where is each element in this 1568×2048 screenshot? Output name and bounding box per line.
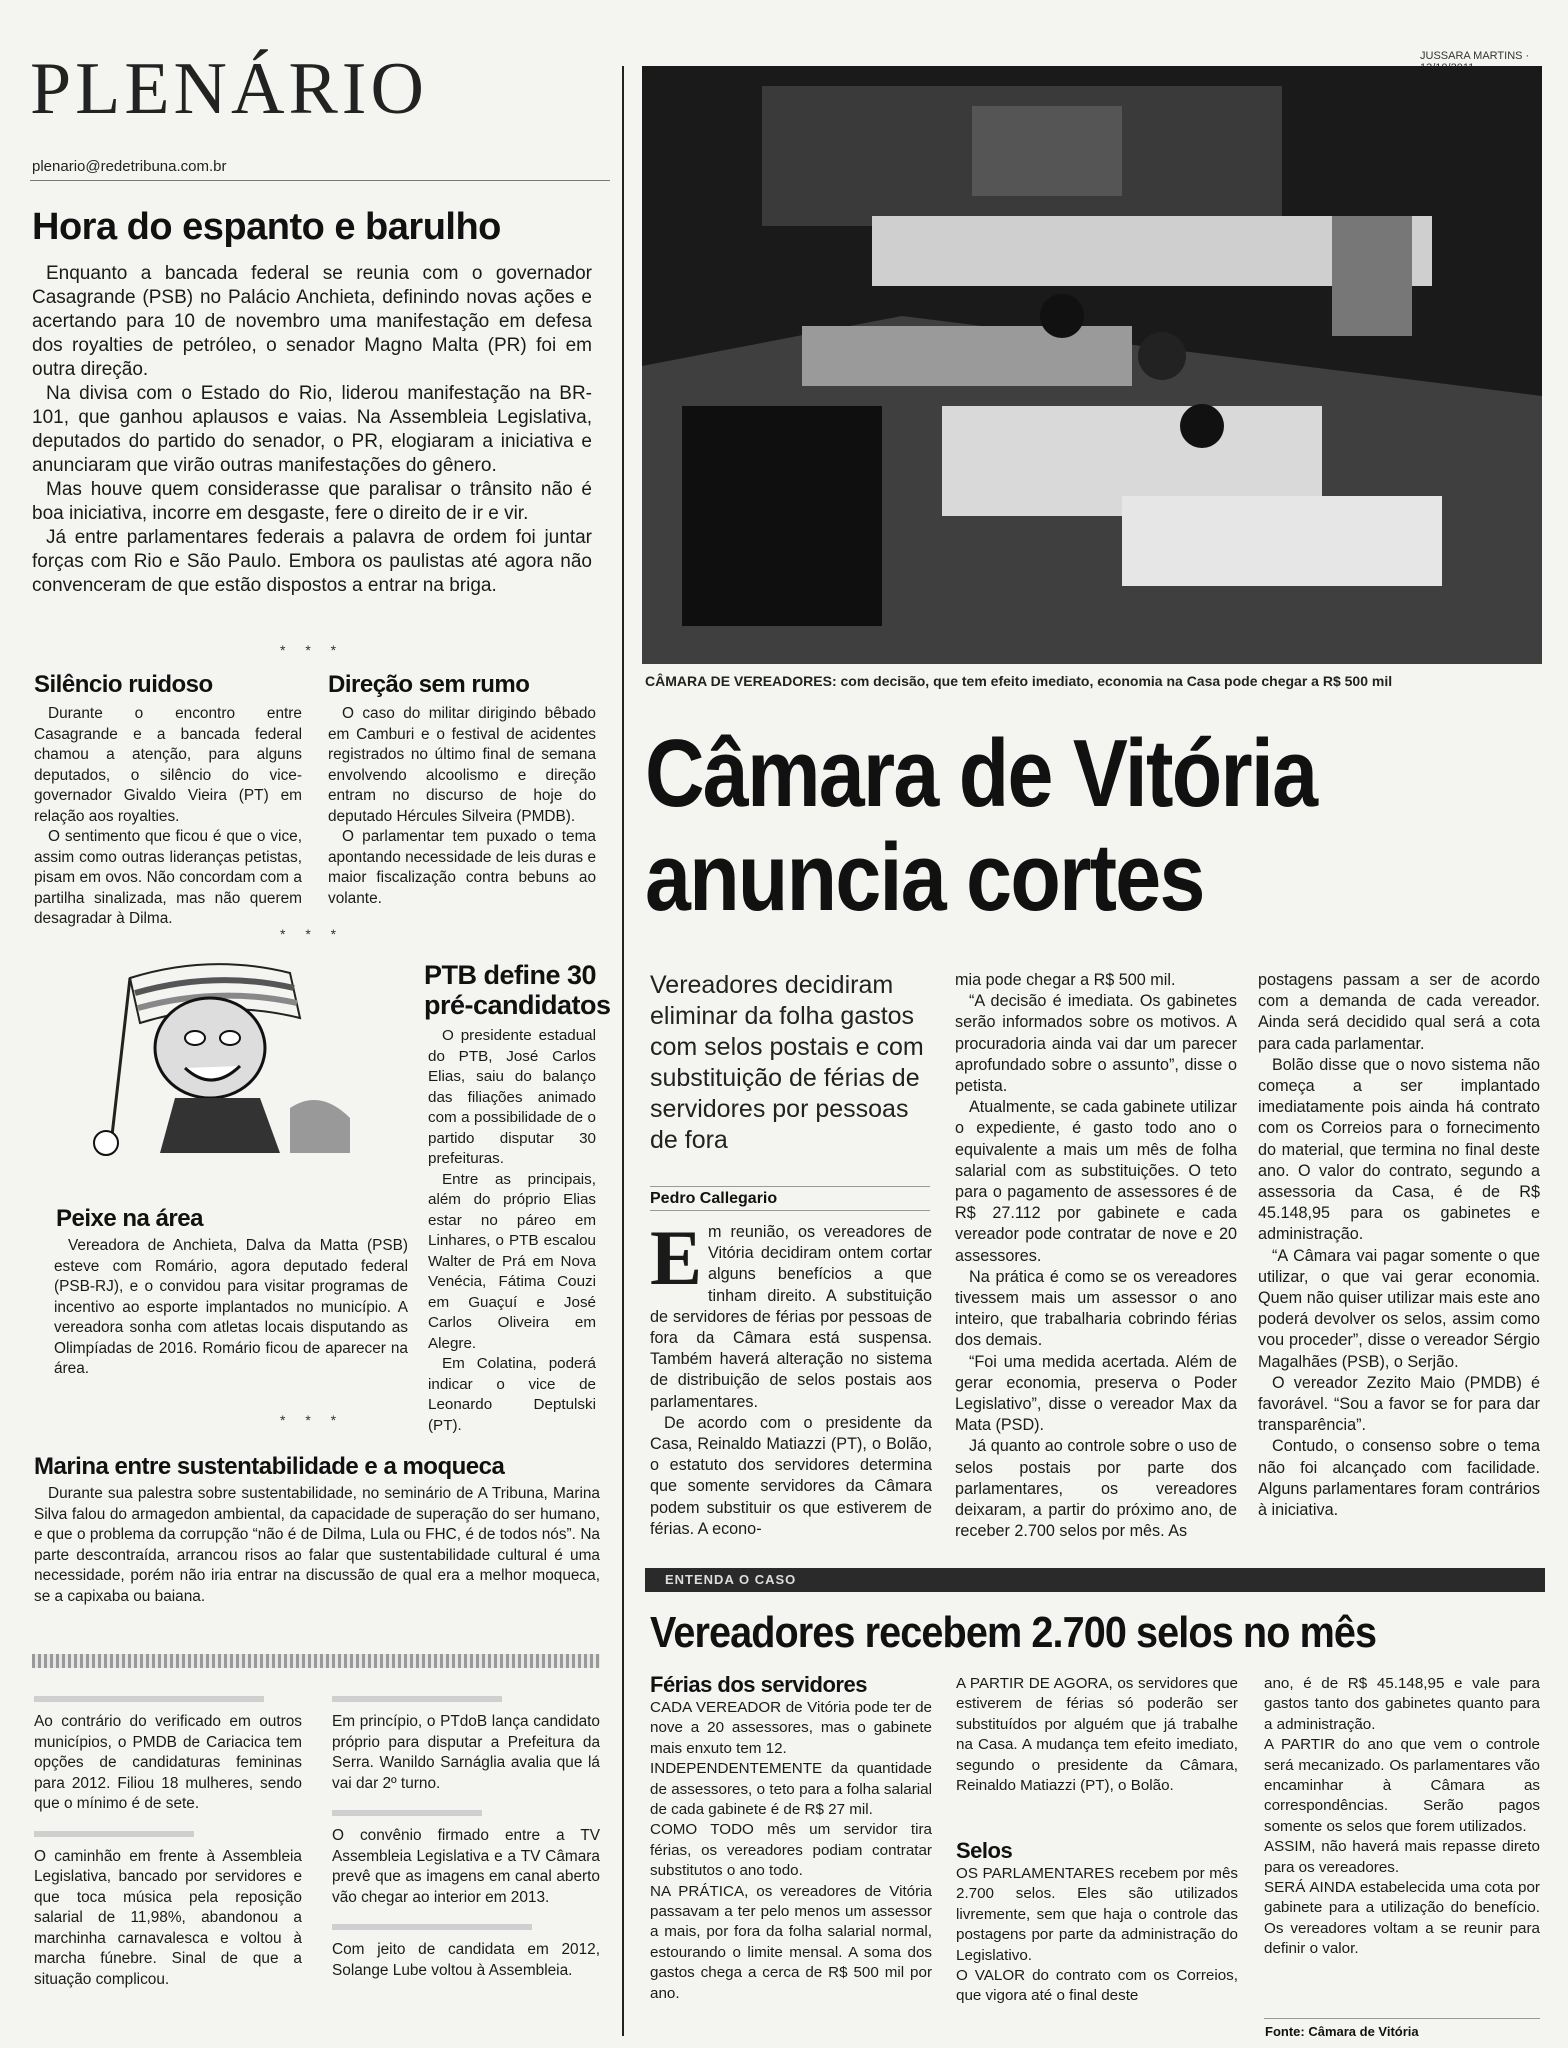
note-heading [332,1924,532,1930]
note: Ao contrário do verificado em outros municípios, o PMDB de Cariacica tem opções de candidaturas femininas para 2012. Filiou 18 mulheres, sendo que o mínimo é de sete. [34,1713,302,1812]
news-photo [642,66,1542,664]
article-col3 [1258,970,1540,1521]
box-banner [645,1568,1545,1592]
byline: Pedro Callegario [650,1190,778,1207]
paragraph: Na divisa com o Estado do Rio, liderou manifestação na BR-101, que ganhou aplausos e vaias. Na Assembleia Legislativa, deputados do partido do senador, o PR, elogiaram a iniciativa e anunciaram que virão outras manifestações do gênero. [32,383,592,476]
box-item: INDEPENDENTEMENTE da quantidade de assessores, o teto para a folha salarial de cada gabinete é de R$ 27 mil. [650,1760,932,1819]
silencio-body [34,704,302,930]
note: Em princípio, o PTdoB lança candidato próprio para disputar a Prefeitura da Serra. Wanildo Sarnáglia avalia que lá vai dar 2º turno. [332,1713,600,1792]
byline-rule [650,1210,930,1211]
box-item: A PARTIR do ano que vem o controle será mecanizado. Os parlamentares vão encaminhar à Câmara as correspondências. Serão pagos somente os selos que forem utilizados. [1264,1736,1540,1835]
paragraph: Vereadora de Anchieta, Dalva da Matta (PSB) esteve com Romário, agora deputado federal (PSB-RJ), e o convidou para visitar programas de incentivo ao esporte implantados no município. A vereadora sonha com atletas locais disputando as Olimpíadas de 2016. Romário ficou de aparecer na área. [54,1237,408,1377]
paragraph: Contudo, o consenso sobre o tema não foi alcançado com facilidade. Alguns parlamentares foram contrários à iniciativa. [1258,1437,1540,1520]
box-col2a [956,1674,1238,1796]
box-banner-label: ENTENDA O CASO [665,1572,797,1587]
direcao-title: Direção sem rumo [328,671,530,698]
note-heading [332,1696,502,1702]
photo-credit: JUSSARA MARTINS · [1420,50,1530,62]
box-item: OS PARLAMENTARES recebem por mês 2.700 selos. Eles são utilizados livremente, sem que haja o controle das postagens por parte da administração do Legislativo. [956,1865,1238,1964]
note: O convênio firmado entre a TV Assembleia Legislativa e a TV Câmara prevê que as imagens em canal aberto vão chegar ao interior em 2013. [332,1827,600,1906]
box-item: CADA VEREADOR de Vitória pode ter de nove a 20 assessores, mas o gabinete mais enxuto tem 12. [650,1699,932,1757]
notes-right [332,1712,600,1981]
deck: Vereadores decidiram eliminar da folha gastos com selos postais e com substituição de férias de servidores por pessoas de fora [650,971,924,1154]
box-col1 [650,1698,932,2004]
headline [645,722,1419,930]
notes-left [34,1712,302,1990]
box-item: A PARTIR DE AGORA, os servidores que estiverem de férias só poderão ser substituídos por alguém que já trabalhe na Casa. A mudança tem efeito imediato, segundo o presidente da Câmara, Reinaldo Matiazzi (PT), o Bolão. [956,1675,1238,1795]
paragraph: O caso do militar dirigindo bêbado em Camburi e o festival de acidentes registrados no último final de semana envolvendo alcoolismo e direção entram no discurso de hoje do deputado Hércules Silveira (PMDB). [328,705,596,825]
paragraph: Mas houve quem considerasse que paralisar o trânsito não é boa iniciativa, incorre em desgaste, fere o direito de ir e vir. [32,479,592,524]
paragraph: O vereador Zezito Maio (PMDB) é favorável. “Sou a favor se for para dar transparência”. [1258,1373,1540,1435]
headline-line2: anuncia cortes [645,824,1204,931]
ptb-title [424,960,611,1020]
box-item: SERÁ AINDA estabelecida uma cota por gabinete para a utilização do benefício. Os vereadores voltam a se reunir para definir o valor. [1264,1879,1540,1958]
lead-body [32,262,592,598]
paragraph: Na prática é como se os vereadores tivessem mais um assessor o ano inteiro, que trabalharia cobrindo férias dos demais. [955,1267,1237,1350]
box-item: O VALOR do contrato com os Correios, que vigora até o final deste [956,1967,1238,2005]
box-col2b [956,1864,1238,2007]
paragraph: O sentimento que ficou é que o vice, assim como outras lideranças petistas, pisam em ovos. Não concordam com a partilha sinalizada, mas não querem desagradar à Dilma. [34,828,302,927]
fonte-rule [1264,2018,1540,2019]
note-heading [34,1831,194,1837]
article-col2 [955,970,1237,1542]
paragraph: De acordo com o presidente da Casa, Reinaldo Matiazzi (PT), o Bolão, o estatuto dos servidores determina que somente servidores da Câmara podem substituir os que estiverem de férias. A econo- [650,1413,932,1538]
byline-rule [650,1186,930,1187]
email-link[interactable]: plenario@redetribuna.com.br [32,158,227,175]
separator-stars: * * * [280,1412,345,1428]
headline-line1: Câmara de Vitória [645,720,1317,827]
silencio-title: Silêncio ruidoso [34,671,213,698]
notes-header-rule [32,1654,600,1668]
paragraph: Entre as principais, além do próprio Elias estar no páreo em Linhares, o PTB escalou Walter de Prá em Nova Venécia, Fátima Couzi em Guaçuí e José Carlos Oliveira em Alegre. [428,1170,596,1352]
box-sub-selos: Selos [956,1838,1013,1863]
ptb-title-line1: PTB define 30 [424,960,597,990]
lead-title: Hora do espanto e barulho [32,206,501,248]
peixe-title: Peixe na área [56,1205,203,1232]
paragraph: “A decisão é imediata. Os gabinetes serão informados sobre os motivos. A procuradoria ainda vai dar um parecer aprofundado sobre o assunto”, disse o petista. [955,992,1237,1096]
box-item: ano, é de R$ 45.148,95 e vale para gastos tanto dos gabinetes quanto para a administração. [1264,1675,1540,1733]
article-col1 [650,1214,932,1540]
cartoon-illustration [90,958,360,1158]
ptb-title-line2: pré-candidatos [424,990,611,1020]
note: Com jeito de candidata em 2012, Solange Lube voltou à Assembleia. [332,1941,600,1979]
paragraph: Já quanto ao controle sobre o uso de selos postais por parte dos parlamentares, os vereadores deixaram, a partir do próximo ano, de receber 2.700 selos por mês. As [955,1437,1237,1541]
separator-stars: * * * [280,642,345,658]
photo-scene [642,66,1542,664]
paragraph: Enquanto a bancada federal se reunia com o governador Casagrande (PSB) no Palácio Anchieta, definindo novas ações e acertando para 10 de novembro uma manifestação em defesa dos royalties de petróleo, o senador Magno Malta (PR) foi em outra direção. [32,263,592,380]
box-item: COMO TODO mês um servidor tira férias, os vereadores podiam contratar substitutos o ano todo. [650,1821,932,1880]
direcao-body [328,704,596,909]
paragraph: O presidente estadual do PTB, José Carlos Elias, saiu do balanço das filiações animado com a possibilidade de o partido disputar 30 prefeituras. [428,1027,596,1167]
column-divider [622,66,624,2036]
paragraph: Atualmente, se cada gabinete utilizar o expediente, é gasto todo ano o equivalente a mais um mês de folha salarial com as substituições. O teto para o pagamento de assessores é de R$ 27.112 por gabinete e cada vereador pode contratar de nove e 20 assessores. [955,1098,1237,1265]
paragraph: O parlamentar tem puxado o tema apontando necessidade de leis duras e maior fiscalização contra bebuns ao volante. [328,828,596,907]
paragraph: “A Câmara vai pagar somente o que utilizar, o que vai gerar economia. Quem não quiser utilizar mais este ano poderá devolver os selos, assim como vou proceder”, disse o vereador Sérgio Magalhães (PSB), o Serjão. [1258,1246,1540,1371]
paragraph: mia pode chegar a R$ 500 mil. [955,971,1176,989]
box-item: ASSIM, não haverá mais repasse direto para os vereadores. [1264,1838,1540,1876]
paragraph: m reunião, os vereadores de Vitória decidiram ontem cortar alguns benefícios a que tinham direito. A substituição de servidores de férias por pessoas de fora da Câmara está suspensa. Também haverá alteração no sistema de distribuição de selos postais aos parlamentares. [650,1223,932,1411]
paragraph: Em Colatina, poderá indicar o vice de Leonardo Deptulski (PT). [428,1355,596,1434]
box-sub-ferias: Férias dos servidores [650,1672,867,1697]
drop-cap: E [650,1214,703,1301]
note-heading [332,1810,482,1816]
paragraph: postagens passam a ser de acordo com a demanda de cada vereador. Ainda será decidido qual será a cota para cada parlamentar. [1258,971,1540,1053]
peixe-body [54,1236,408,1380]
paragraph: Durante o encontro entre Casagrande e a bancada federal chamou a atenção, para alguns deputados, o silêncio do vice-governador Givaldo Vieira (PT) em relação aos royalties. [34,705,302,825]
masthead: PLENÁRIO [30,48,428,130]
marina-title: Marina entre sustentabilidade e a moqueca [34,1453,505,1480]
box-title: Vereadores recebem 2.700 selos no mês [650,1608,1377,1657]
masthead-rule [30,180,610,181]
box-item: NA PRÁTICA, os vereadores de Vitória passavam a ter pelo menos um assessor a mais, por fora da folha salarial normal, estourando o limite mensal. A soma dos gastos chega a cerca de R$ 500 mil por ano. [650,1882,932,2002]
marina-body [34,1484,600,1607]
photo-caption: CÂMARA DE VEREADORES: com decisão, que tem efeito imediato, economia na Casa pode chegar a R$ 500 mil [645,673,1393,689]
paragraph: Durante sua palestra sobre sustentabilidade, no seminário de A Tribuna, Marina Silva falou do armagedon ambiental, da capacidade de superação do ser humano, e que o problema da corrupção “não é de Dilma, Lula ou FHC, é de todos nós”. Na parte descontraída, arrancou risos ao falar que sustentabilidade cultural é uma necessidade, porém não iria entrar na discussão de qual era a melhor moqueca, se a capixaba ou baiana. [34,1485,600,1605]
box-source: Fonte: Câmara de Vitória [1265,2024,1419,2039]
box-col3 [1264,1674,1540,1960]
paragraph: Bolão disse que o novo sistema não começa a ser implantado imediatamente pois ainda há contrato com os Correios para o fornecimento do material, que termina no final deste ano. O valor do contrato, segundo a assessoria da Casa, é de R$ 45.148,95 para os gabinetes e administração. [1258,1055,1540,1244]
note: O caminhão em frente à Assembleia Legislativa, bancado por servidores e que toca música pela reposição salarial de 11,98%, abandonou a marchinha carnavalesca e voltou à marcha fúnebre. Sinal de que a situação complicou. [34,1847,302,1988]
note-heading [34,1696,264,1702]
paragraph: “Foi uma medida acertada. Além de gerar economia, preserva o Poder Legislativo”, disse o vereador Max da Mata (PSD). [955,1352,1237,1435]
separator-stars: * * * [280,926,345,942]
paragraph: Já entre parlamentares federais a palavra de ordem foi juntar forças com Rio e São Paulo. Embora os paulistas até agora não convenceram de que estão dispostos a entrar na briga. [32,527,592,596]
ptb-body [428,1026,596,1436]
